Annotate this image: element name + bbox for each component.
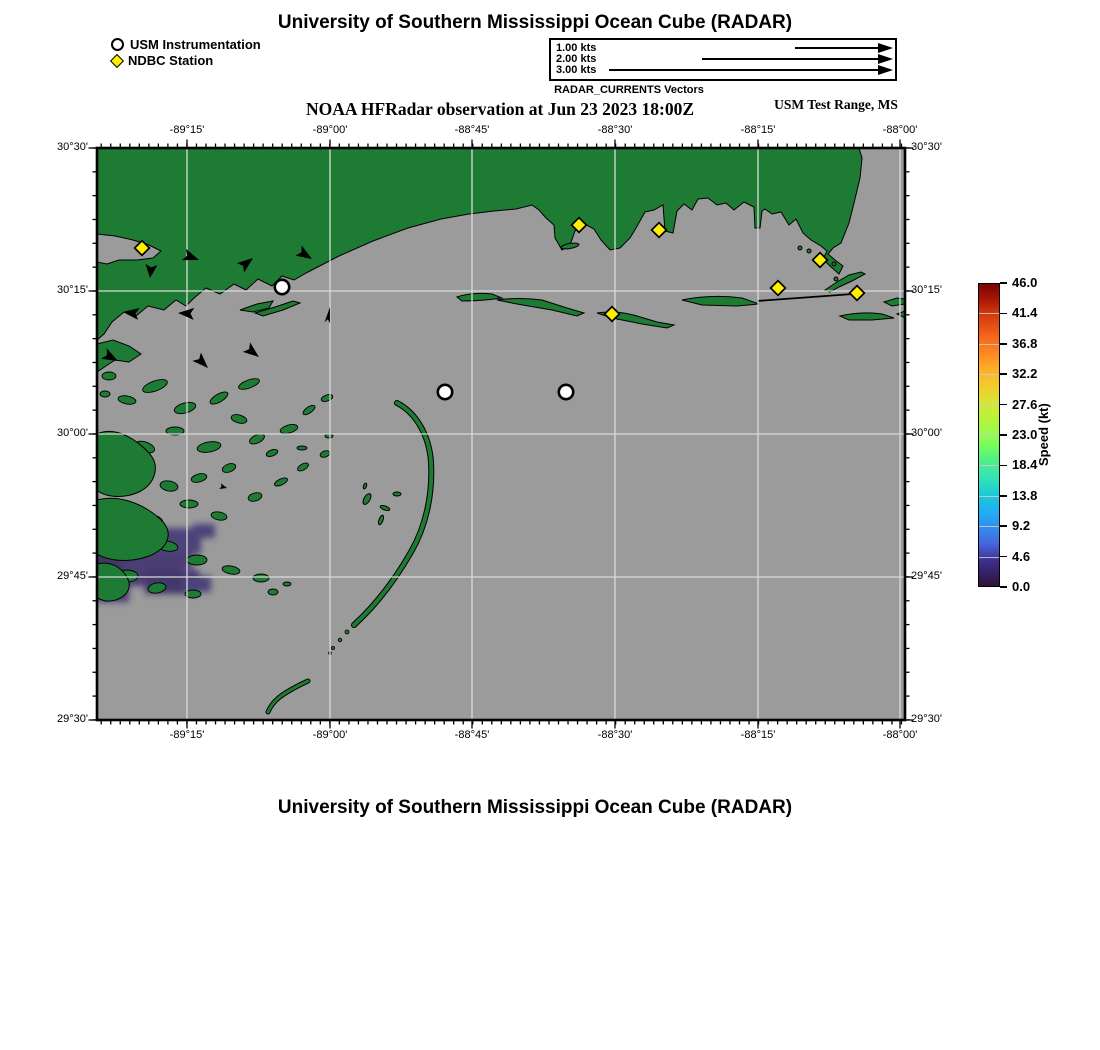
vector-scale-arrowhead-3	[878, 65, 893, 75]
y-tick-label-right: 29°45'	[911, 570, 942, 582]
usm-instrumentation-marker	[275, 280, 289, 294]
colorbar-tick-label: 0.0	[1012, 579, 1031, 594]
vector-scale-arrowhead-1	[878, 43, 893, 53]
legend-label-ndbc: NDBC Station	[128, 53, 214, 68]
colorbar-tick-label: 4.6	[1012, 548, 1031, 564]
colorbar-tick-mark	[1000, 373, 1007, 375]
colorbar-level-line	[979, 526, 999, 527]
colorbar-tick-mark	[1000, 586, 1007, 588]
y-tick-label-right: 30°00'	[911, 427, 942, 439]
y-tick-label-left: 29°30'	[57, 713, 88, 725]
colorbar-tick-label: 41.4	[1012, 305, 1038, 321]
vector-scale-2kt: 2.00 kts	[556, 53, 597, 65]
colorbar-tick-label: 32.2	[1012, 366, 1038, 382]
x-tick-label-bottom: -88°15'	[740, 729, 776, 741]
y-tick-label-right: 30°15'	[911, 284, 942, 296]
usm-instrumentation-marker	[559, 385, 573, 399]
colorbar-level-line	[979, 465, 999, 466]
colorbar-tick-mark	[1000, 465, 1007, 467]
x-tick-label-bottom: -88°45'	[454, 729, 490, 741]
x-tick-label-top: -89°00'	[312, 124, 348, 136]
x-tick-label-top: -88°45'	[454, 124, 490, 136]
ndbc-station-icon	[110, 53, 124, 67]
colorbar-tick-label: 9.2	[1012, 518, 1031, 534]
y-tick-label-left: 30°00'	[57, 427, 88, 439]
range-label: USM Test Range, MS	[774, 97, 898, 112]
footer-title: University of Southern Mississippi Ocean Cube (RADAR)	[277, 797, 793, 818]
colorbar-tick-mark	[1000, 525, 1007, 527]
map-canvas	[85, 136, 917, 744]
colorbar-tick-mark	[1000, 495, 1007, 497]
legend-label-usm: USM Instrumentation	[130, 37, 261, 52]
vector-scale-line-3	[609, 69, 881, 71]
legend-item-usm	[111, 37, 261, 52]
colorbar-level-line	[979, 405, 999, 406]
x-tick-label-top: -89°15'	[169, 124, 205, 136]
colorbar-tick-mark	[1000, 282, 1007, 284]
y-tick-label-left: 29°45'	[57, 570, 88, 582]
x-tick-label-bottom: -89°15'	[169, 729, 205, 741]
colorbar-level-line	[979, 313, 999, 314]
colorbar-tick-mark	[1000, 313, 1007, 315]
colorbar-tick-label: 27.6	[1012, 396, 1038, 412]
colorbar-level-line	[979, 344, 999, 345]
colorbar-level-line	[979, 496, 999, 497]
colorbar-level-line	[979, 557, 999, 558]
colorbar-tick-mark	[1000, 404, 1007, 406]
x-tick-label-bottom: -88°00'	[882, 729, 918, 741]
vector-scale-3kt: 3.00 kts	[556, 64, 597, 76]
y-tick-label-right: 30°30'	[911, 141, 942, 153]
y-tick-label-left: 30°30'	[57, 141, 88, 153]
colorbar-tick-label: 13.8	[1012, 487, 1038, 503]
vector-scale-line-2	[702, 58, 881, 60]
y-tick-label-left: 30°15'	[57, 284, 88, 296]
observation-subtitle: NOAA HFRadar observation at Jun 23 2023 18:00Z	[305, 99, 695, 119]
colorbar-tick-label: 36.8	[1012, 335, 1038, 351]
colorbar-tick-label: 46.0	[1012, 275, 1038, 290]
vector-scale-line-1	[795, 47, 881, 49]
x-tick-label-top: -88°30'	[597, 124, 633, 136]
colorbar-tick-mark	[1000, 556, 1007, 558]
y-tick-label-right: 29°30'	[911, 713, 942, 725]
usm-instrumentation-marker	[438, 385, 452, 399]
x-tick-label-top: -88°15'	[740, 124, 776, 136]
colorbar-level-line	[979, 374, 999, 375]
vector-scale-arrowhead-2	[878, 54, 893, 64]
page-title: University of Southern Mississippi Ocean Cube (RADAR)	[277, 12, 793, 33]
map-area	[91, 148, 905, 720]
colorbar-tick-mark	[1000, 434, 1007, 436]
x-tick-label-top: -88°00'	[882, 124, 918, 136]
colorbar-tick-mark	[1000, 343, 1007, 345]
usm-instrumentation-icon	[111, 38, 124, 51]
vector-scale-caption: RADAR_CURRENTS Vectors	[554, 84, 704, 96]
colorbar-tick-label: 23.0	[1012, 427, 1038, 442]
vector-scale-box	[549, 38, 897, 81]
legend-item-ndbc	[112, 53, 213, 68]
vector-scale-1kt: 1.00 kts	[556, 42, 597, 54]
x-tick-label-bottom: -88°30'	[597, 729, 633, 741]
colorbar-title: Speed (kt)	[1036, 403, 1051, 467]
colorbar-tick-label: 18.4	[1012, 457, 1038, 473]
colorbar-level-line	[979, 435, 999, 436]
x-tick-label-bottom: -89°00'	[312, 729, 348, 741]
